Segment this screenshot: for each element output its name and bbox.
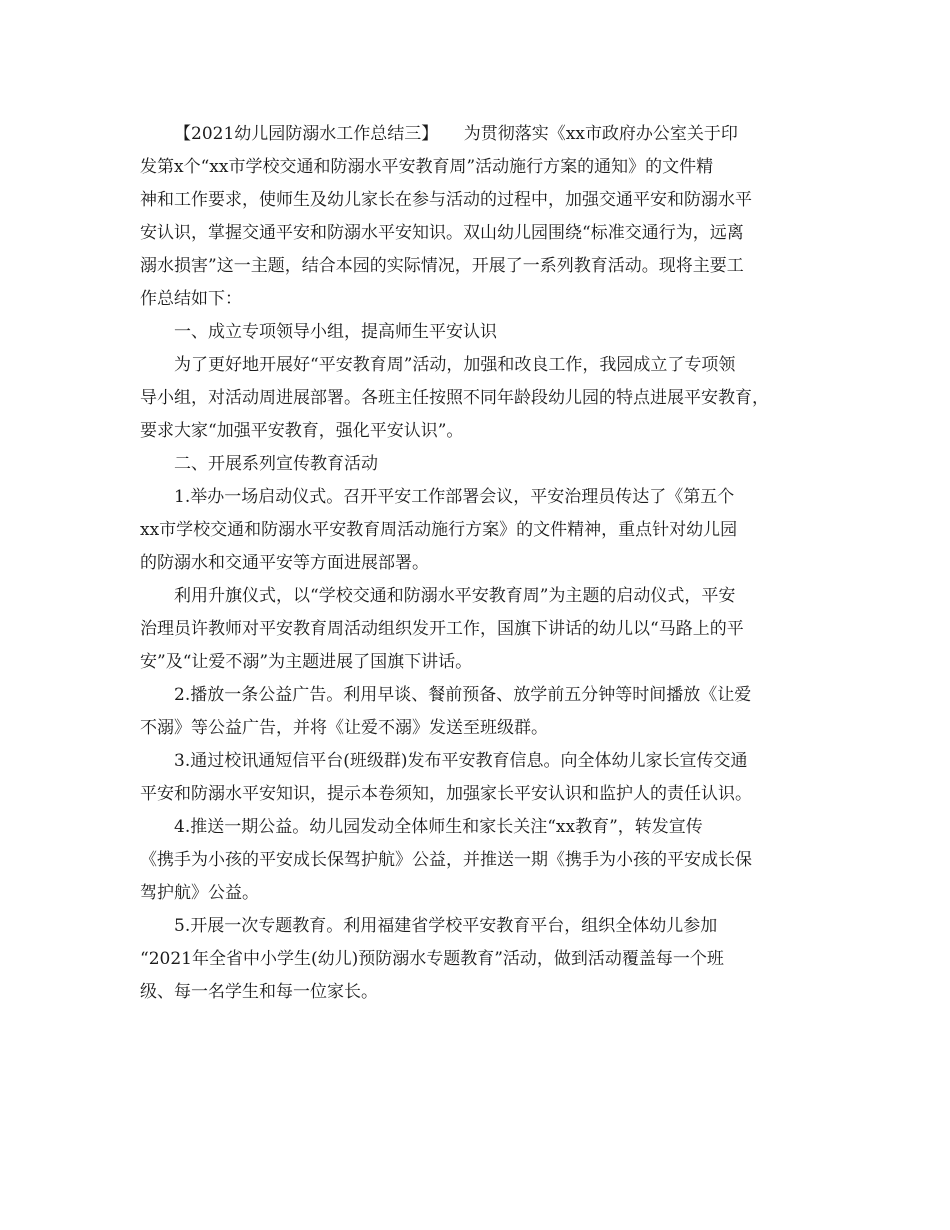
text-line: xx市学校交通和防溺水平安教育周活动施行方案》的文件精神，重点针对幼儿园	[140, 520, 738, 540]
text-line: 2.播放一条公益广告。利用早谈、餐前预备、放学前五分钟等时间播放《让爱	[174, 685, 752, 705]
text-line: 导小组，对活动周进展部署。各班主任按照不同年龄段幼儿园的特点进展平安教育，	[140, 388, 769, 408]
text-line: 治理员许教师对平安教育周活动组织发开工作，国旗下讲话的幼儿以“马路上的平	[140, 619, 744, 639]
text-line: “2021年全省中小学生(幼儿)预防溺水专题教育”活动，做到活动覆盖每一个班	[140, 949, 724, 969]
text-line: 一、成立专项领导小组，提高师生平安认识	[174, 322, 497, 342]
text-line: 5.开展一次专题教育。利用福建省学校平安教育平台，组织全体幼儿参加	[174, 916, 718, 936]
text-line: 驾护航》公益。	[140, 883, 259, 903]
text-line: 要求大家“加强平安教育，强化平安认识”。	[140, 421, 464, 441]
text-line: 安”及“让爱不溺”为主题进展了国旗下讲话。	[140, 652, 473, 672]
text-line: 《携手为小孩的平安成长保驾护航》公益，并推送一期《携手为小孩的平安成长保	[140, 850, 752, 870]
text-line: 不溺》等公益广告，并将《让爱不溺》发送至班级群。	[140, 718, 548, 738]
text-line: 为了更好地开展好“平安教育周”活动，加强和改良工作，我园成立了专项领	[174, 355, 736, 375]
text-line: 神和工作要求，使师生及幼儿家长在参与活动的过程中，加强交通平安和防溺水平	[140, 190, 752, 210]
text-line: 的防溺水和交通平安等方面进展部署。	[140, 553, 429, 573]
text-line: 安认识，掌握交通平安和防溺水平安知识。双山幼儿园围绕“标准交通行为，远离	[140, 223, 744, 243]
text-line: 平安和防溺水平安知识，提示本卷须知，加强家长平安认识和监护人的责任认识。	[140, 784, 752, 804]
text-line: 发第x个“xx市学校交通和防溺水平安教育周”活动施行方案的通知》的文件精	[140, 157, 714, 177]
text-line: 3.通过校讯通短信平台(班级群)发布平安教育信息。向全体幼儿家长宣传交通	[174, 751, 748, 771]
text-line: 【2021幼儿园防溺水工作总结三】 为贯彻落实《xx市政府办公室关于印	[174, 124, 738, 144]
text-line: 4.推送一期公益。幼儿园发动全体师生和家长关注“xx教育”，转发宣传	[174, 817, 703, 837]
text-line: 二、开展系列宣传教育活动	[174, 454, 378, 474]
text-line: 1.举办一场启动仪式。召开平安工作部署会议，平安治理员传达了《第五个	[174, 487, 735, 507]
text-line: 溺水损害”这一主题，结合本园的实际情况，开展了一系列教育活动。现将主要工	[140, 256, 744, 276]
text-line: 作总结如下：	[140, 289, 242, 309]
document-body	[140, 118, 840, 1009]
text-line: 利用升旗仪式，以“学校交通和防溺水平安教育周”为主题的启动仪式，平安	[174, 586, 736, 606]
text-line: 级、每一名学生和每一位家长。	[140, 982, 378, 1002]
